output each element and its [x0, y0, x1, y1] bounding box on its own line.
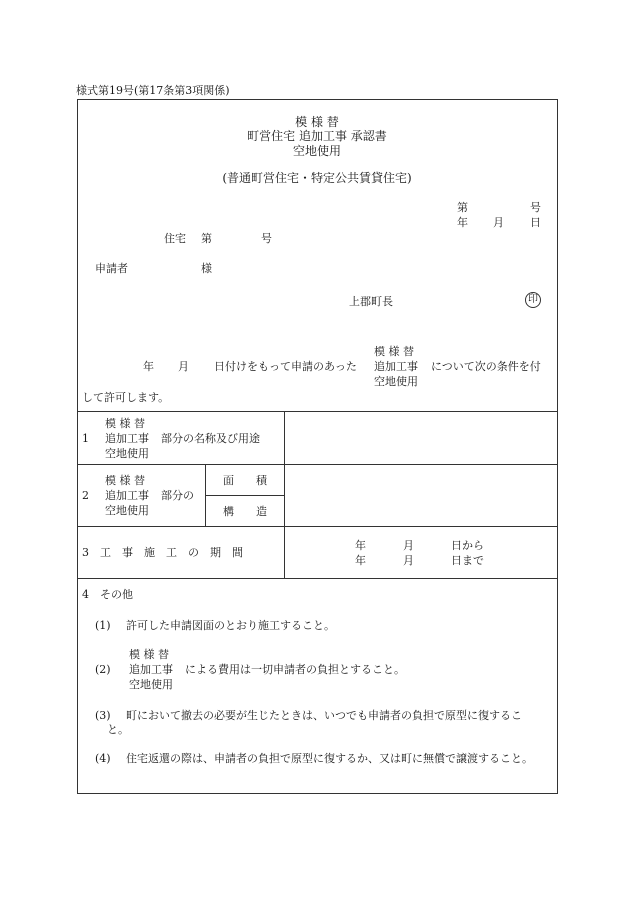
doc-number-gou: 号 [530, 201, 541, 214]
body-year: 年 [143, 360, 154, 373]
condition-3-text-line1: 町において撤去の必要が生じたときは、いつでも申請者の負担で原型に復するこ [126, 709, 522, 722]
page-title: 町営住宅 追加工事 承認書 [247, 129, 387, 143]
row1-label: 部分の名称及び用途 [161, 432, 260, 445]
divider [77, 411, 557, 412]
period-start-month: 月 [403, 539, 414, 552]
page-subtitle: (普通町営住宅・特定公共賃貸住宅) [222, 171, 412, 185]
house-label: 住宅 [164, 232, 186, 245]
seal-mark: 印 [525, 292, 541, 308]
condition-3-number: (3) [95, 709, 111, 722]
house-gou: 号 [261, 232, 272, 245]
body-text-before: 日付けをもって申請のあった [214, 360, 357, 373]
condition-3-text-line2: と。 [107, 723, 129, 736]
divider [205, 495, 284, 496]
period-end-day: 日まで [451, 554, 484, 567]
condition-4-number: (4) [95, 752, 111, 765]
doc-date-year: 年 [457, 216, 468, 229]
body-option-remodel: 模 様 替 [374, 345, 414, 358]
row1-number: 1 [82, 432, 89, 445]
area-label: 面 積 [223, 474, 267, 487]
divider [284, 411, 285, 578]
title-option-remodel: 模 様 替 [295, 115, 339, 129]
period-start-day: 日から [451, 539, 484, 552]
body-option-vacant-land: 空地使用 [374, 375, 418, 388]
row2-option-addition: 追加工事 [105, 489, 149, 502]
issuer-mayor: 上郡町長 [349, 295, 393, 308]
construction-period-label: 3 工 事 施 工 の 期 間 [82, 546, 243, 559]
divider [77, 526, 557, 527]
period-end-month: 月 [403, 554, 414, 567]
period-end-year: 年 [355, 554, 366, 567]
applicant-label: 申請者 [95, 262, 128, 275]
condition-2-option-addition: 追加工事 [129, 663, 173, 676]
body-line2: して許可します。 [82, 391, 170, 404]
condition-2-text: による費用は一切申請者の負担とすること。 [185, 663, 405, 676]
condition-2-option-vacant-land: 空地使用 [129, 678, 173, 691]
row1-option-remodel: 模 様 替 [105, 417, 145, 430]
period-start-year: 年 [355, 539, 366, 552]
body-month: 月 [178, 360, 189, 373]
condition-4-text: 住宅返還の際は、申請者の負担で原型に復するか、又は町に無償で譲渡すること。 [126, 752, 533, 765]
row2-option-vacant-land: 空地使用 [105, 504, 149, 517]
divider [77, 464, 557, 465]
doc-number-dai: 第 [457, 201, 468, 214]
condition-1-text: 許可した申請図面のとおり施工すること。 [126, 619, 335, 632]
doc-date-month: 月 [493, 216, 504, 229]
row2-number: 2 [82, 489, 89, 502]
conditions-heading: 4 その他 [82, 588, 133, 601]
condition-2-number: (2) [95, 663, 111, 676]
row1-option-vacant-land: 空地使用 [105, 447, 149, 460]
condition-2-option-remodel: 模 様 替 [129, 648, 169, 661]
body-text-after: について次の条件を付 [431, 360, 541, 373]
row1-option-addition: 追加工事 [105, 432, 149, 445]
row2-option-remodel: 模 様 替 [105, 474, 145, 487]
row2-label: 部分の [161, 489, 194, 502]
applicant-honorific: 様 [201, 262, 212, 275]
condition-1-number: (1) [95, 619, 111, 632]
house-dai: 第 [201, 232, 212, 245]
form-number: 様式第19号(第17条第3項関係) [76, 84, 230, 97]
structure-label: 構 造 [223, 505, 267, 518]
body-option-addition: 追加工事 [374, 360, 418, 373]
divider [77, 578, 557, 579]
doc-date-day: 日 [530, 216, 541, 229]
title-option-vacant-land: 空地使用 [292, 144, 341, 158]
